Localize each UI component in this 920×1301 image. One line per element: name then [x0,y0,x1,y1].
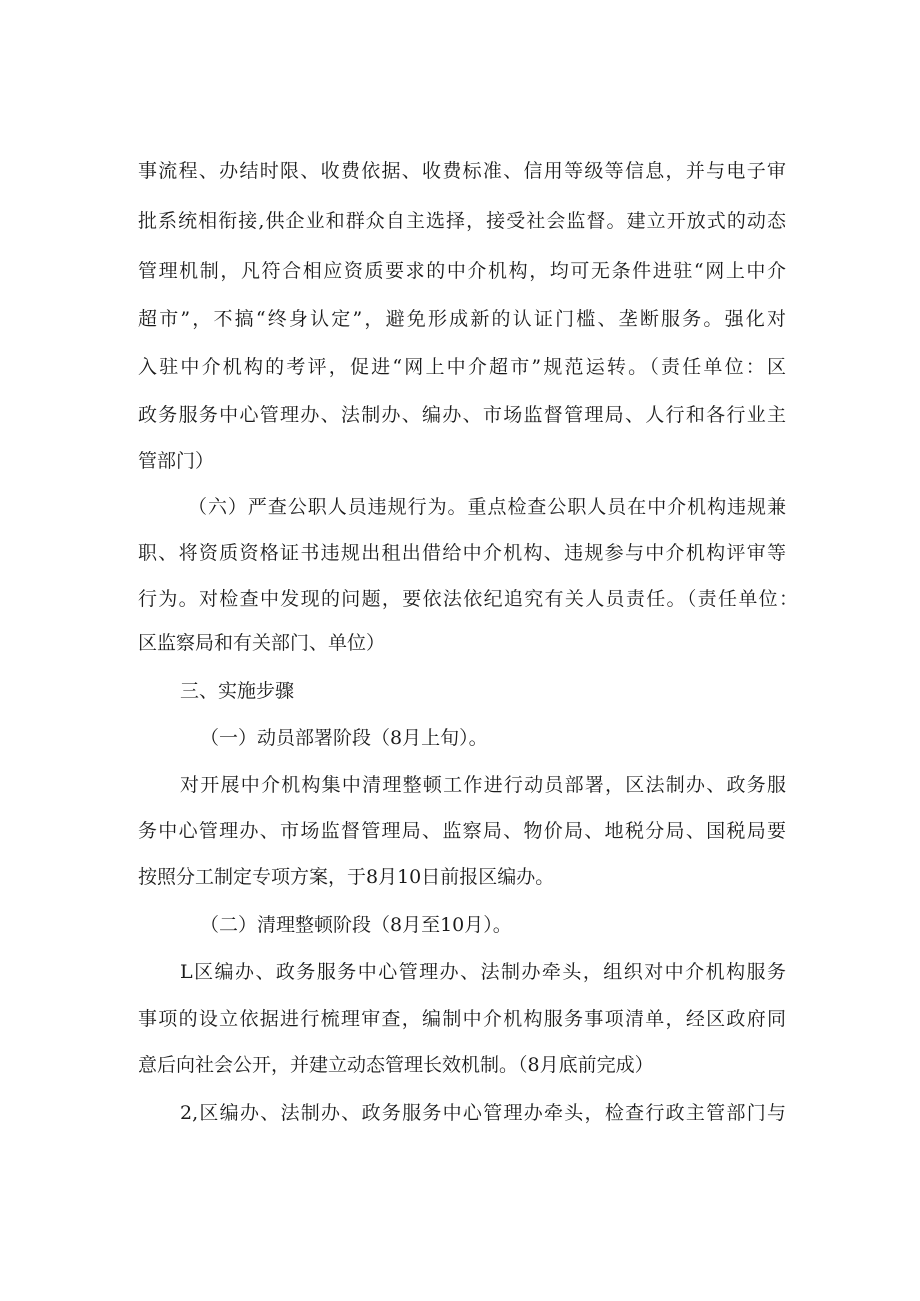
text-line-18: L区编办、政务服务中心管理办、法制办牵头，组织对中介机构服务 [180,961,786,983]
text-line-21: 2,区编办、法制办、政务服务中心管理办牵头，检查行政主管部门与 [180,1102,786,1124]
text-line-8: （六）严查公职人员违规行为。重点检查公职人员在中介机构违规兼 [188,496,786,518]
text-line-4: 超市”，不搞“终身认定”，避免形成新的认证门槛、垄断服务。强化对 [138,308,786,330]
section-heading: 三、实施步骤 [180,680,295,702]
text-line-3: 管理机制，凡符合相应资质要求的中介机构，均可无条件进驻“网上中介 [138,260,786,282]
text-line-2: 批系统相衔接,供企业和群众自主选择，接受社会监督。建立开放式的动态 [138,210,786,232]
text-line-7: 管部门） [138,450,215,472]
text-line-1: 事流程、办结时限、收费依据、收费标准、信用等级等信息，并与电子审 [138,160,786,182]
subsection-heading-2: （二）清理整顿阶段（8月至10月）。 [200,914,512,936]
text-line-10: 行为。对检查中发现的问题，要依法依纪追究有关人员责任。（责任单位： [138,588,798,610]
text-line-14: 对开展中介机构集中清理整顿工作进行动员部署，区法制办、政务服 [180,774,786,796]
text-line-15: 务中心管理办、市场监督管理局、监察局、物价局、地税分局、国税局要 [138,820,786,842]
text-line-19: 事项的设立依据进行梳理审查，编制中介机构服务事项清单，经区政府同 [138,1008,786,1030]
text-line-6: 政务服务中心管理办、法制办、编办、市场监督管理局、人行和各行业主 [138,404,786,426]
subsection-heading-1: （一）动员部署阶段（8月上旬）。 [200,727,488,749]
text-line-9: 职、将资质资格证书违规出租出借给中介机构、违规参与中介机构评审等 [138,542,786,564]
text-line-16: 按照分工制定专项方案，于8月10日前报区编办。 [138,866,555,888]
text-line-20: 意后向社会公开，并建立动态管理长效机制。（8月底前完成） [138,1054,654,1076]
text-line-11: 区监察局和有关部门、单位） [138,632,386,654]
text-line-5: 入驻中介机构的考评，促进“网上中介超市”规范运转。（责任单位：区 [138,356,786,378]
